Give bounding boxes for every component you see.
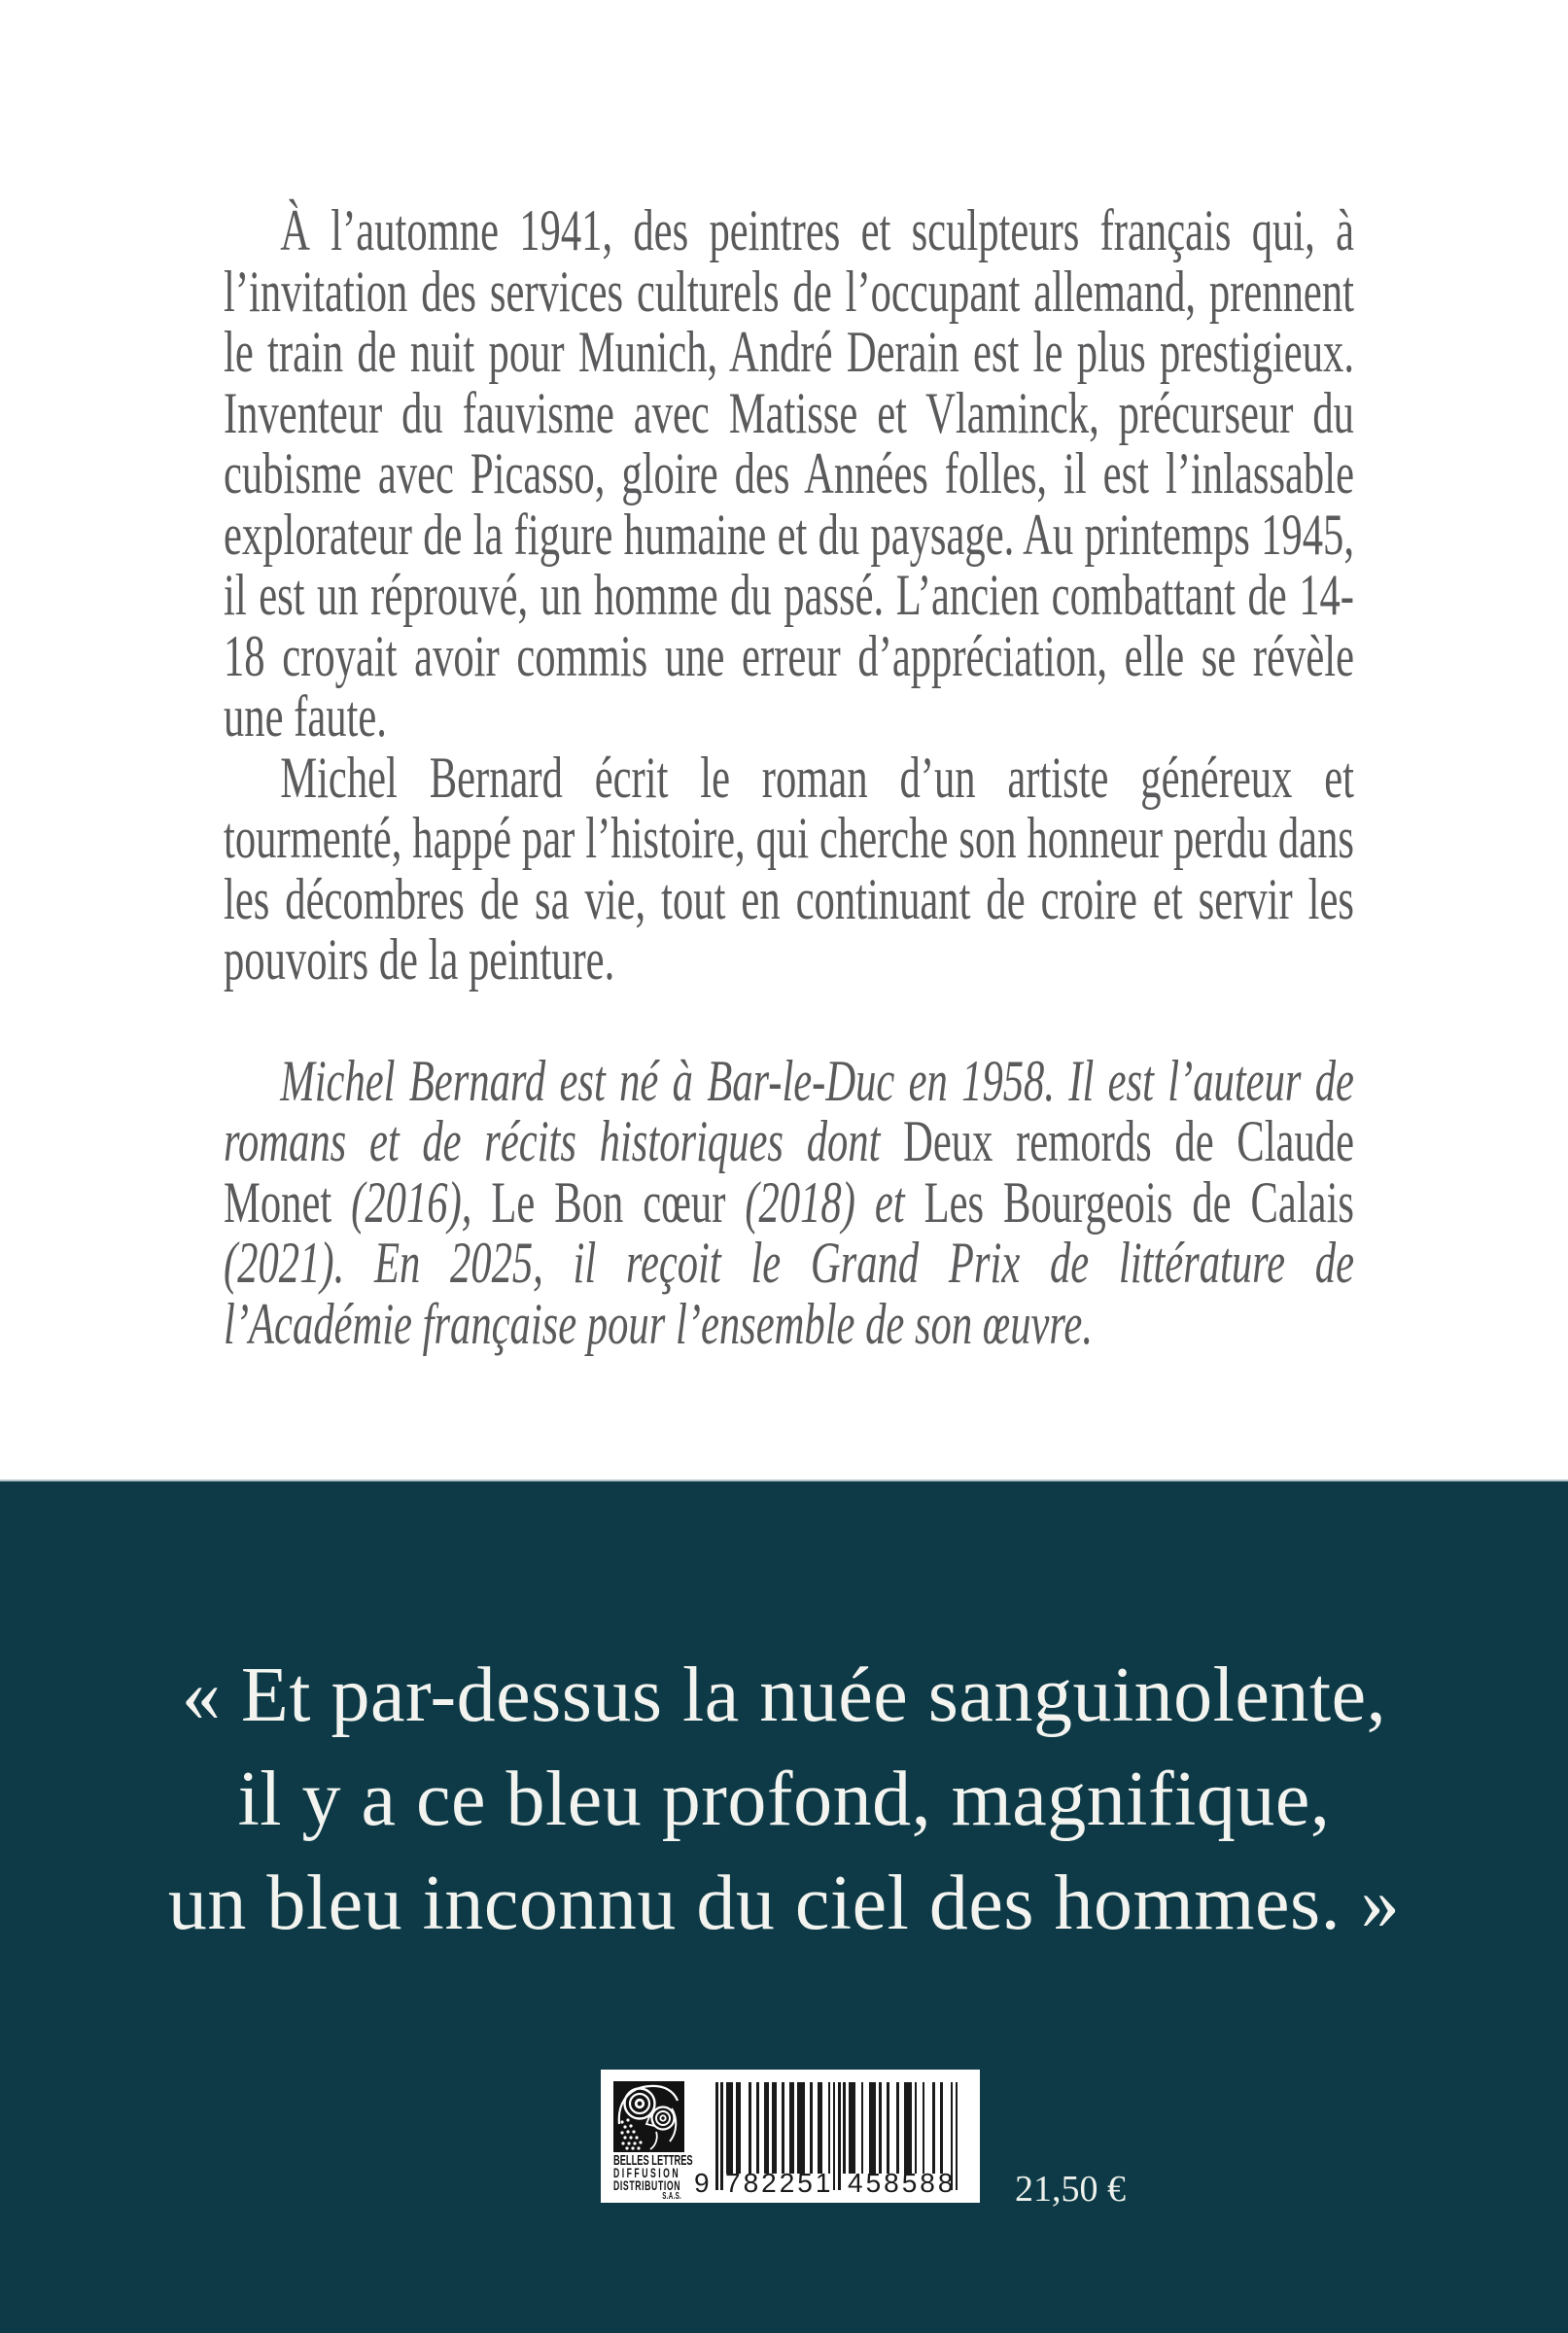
publisher-name: BELLES LETTRES [613,2152,693,2169]
publisher-diffusion: DIFFUSION [613,2165,681,2180]
bio-segment: (2018) et [745,1169,924,1235]
quote-line: il y a ce bleu profond, magnifique, [237,1757,1331,1842]
isbn-sticker [601,2070,980,2203]
bio-segment: Les Bourgeois de Calais [923,1169,1354,1235]
price-label: 21,50 € [1015,2169,1126,2210]
synopsis-paragraph-2: Michel Bernard écrit le roman d’un artiste généreux et tourmenté, happé par l’histoire, qui cherche son honneur perdu dans les décombres de sa vie, tout en continuant de croire et servir les pouvoirs de la peinture. [224,745,1354,992]
barcode-digit-prefix: 9 [694,2168,710,2198]
publisher-sas: S.A.S. [662,2191,682,2202]
synopsis-paragraph-1: À l’automne 1941, des peintres et sculpteurs français qui, à l’invitation des services culturels de l’occupant allemand, prennent le train de nuit pour Munich, André Derain est le plus prestigieux. Inventeur du fauvisme avec Matisse et Vlaminck, précurseur du cubisme avec Picasso, gloire des Années folles, il est l’inlassable explorateur de la figure humaine et du paysage. Au printemps 1945, il est un réprouvé, un homme du passé. L’ancien combattant de 14-18 croyait avoir commis une erreur d’appréciation, elle se révèle une faute. [224,198,1354,749]
quote-line: « Et par-dessus la nuée sanguinolente, [181,1653,1387,1738]
pull-quote [0,1481,1568,1956]
author-bio [224,1048,1354,1356]
bio-segment: Deux remords de Claude Monet [224,1109,1354,1235]
publisher-block [613,2152,693,2202]
text-block [224,200,1354,1354]
bio-segment: (2016), [351,1169,492,1235]
bio-segment: Michel Bernard est né à Bar-le-Duc en 1958. Il est l’auteur de romans et de récits historiques dont [224,1048,1354,1173]
publisher-distribution: DISTRIBUTION [613,2177,681,2193]
bio-segment: Le Bon cœur [491,1169,746,1235]
owl-logo-icon [613,2081,684,2152]
quote-section [0,1481,1568,2333]
barcode-digits-right: 458588 [848,2168,957,2198]
barcode-digits-left: 782251 [725,2168,834,2198]
quote-line: un bleu inconnu du ciel des hommes. » [167,1861,1401,1946]
bio-segment: (2021). En 2025, il reçoit le Grand Prix de littérature de l’Académie française pour l’ensemble de son œuvre. [224,1231,1354,1356]
